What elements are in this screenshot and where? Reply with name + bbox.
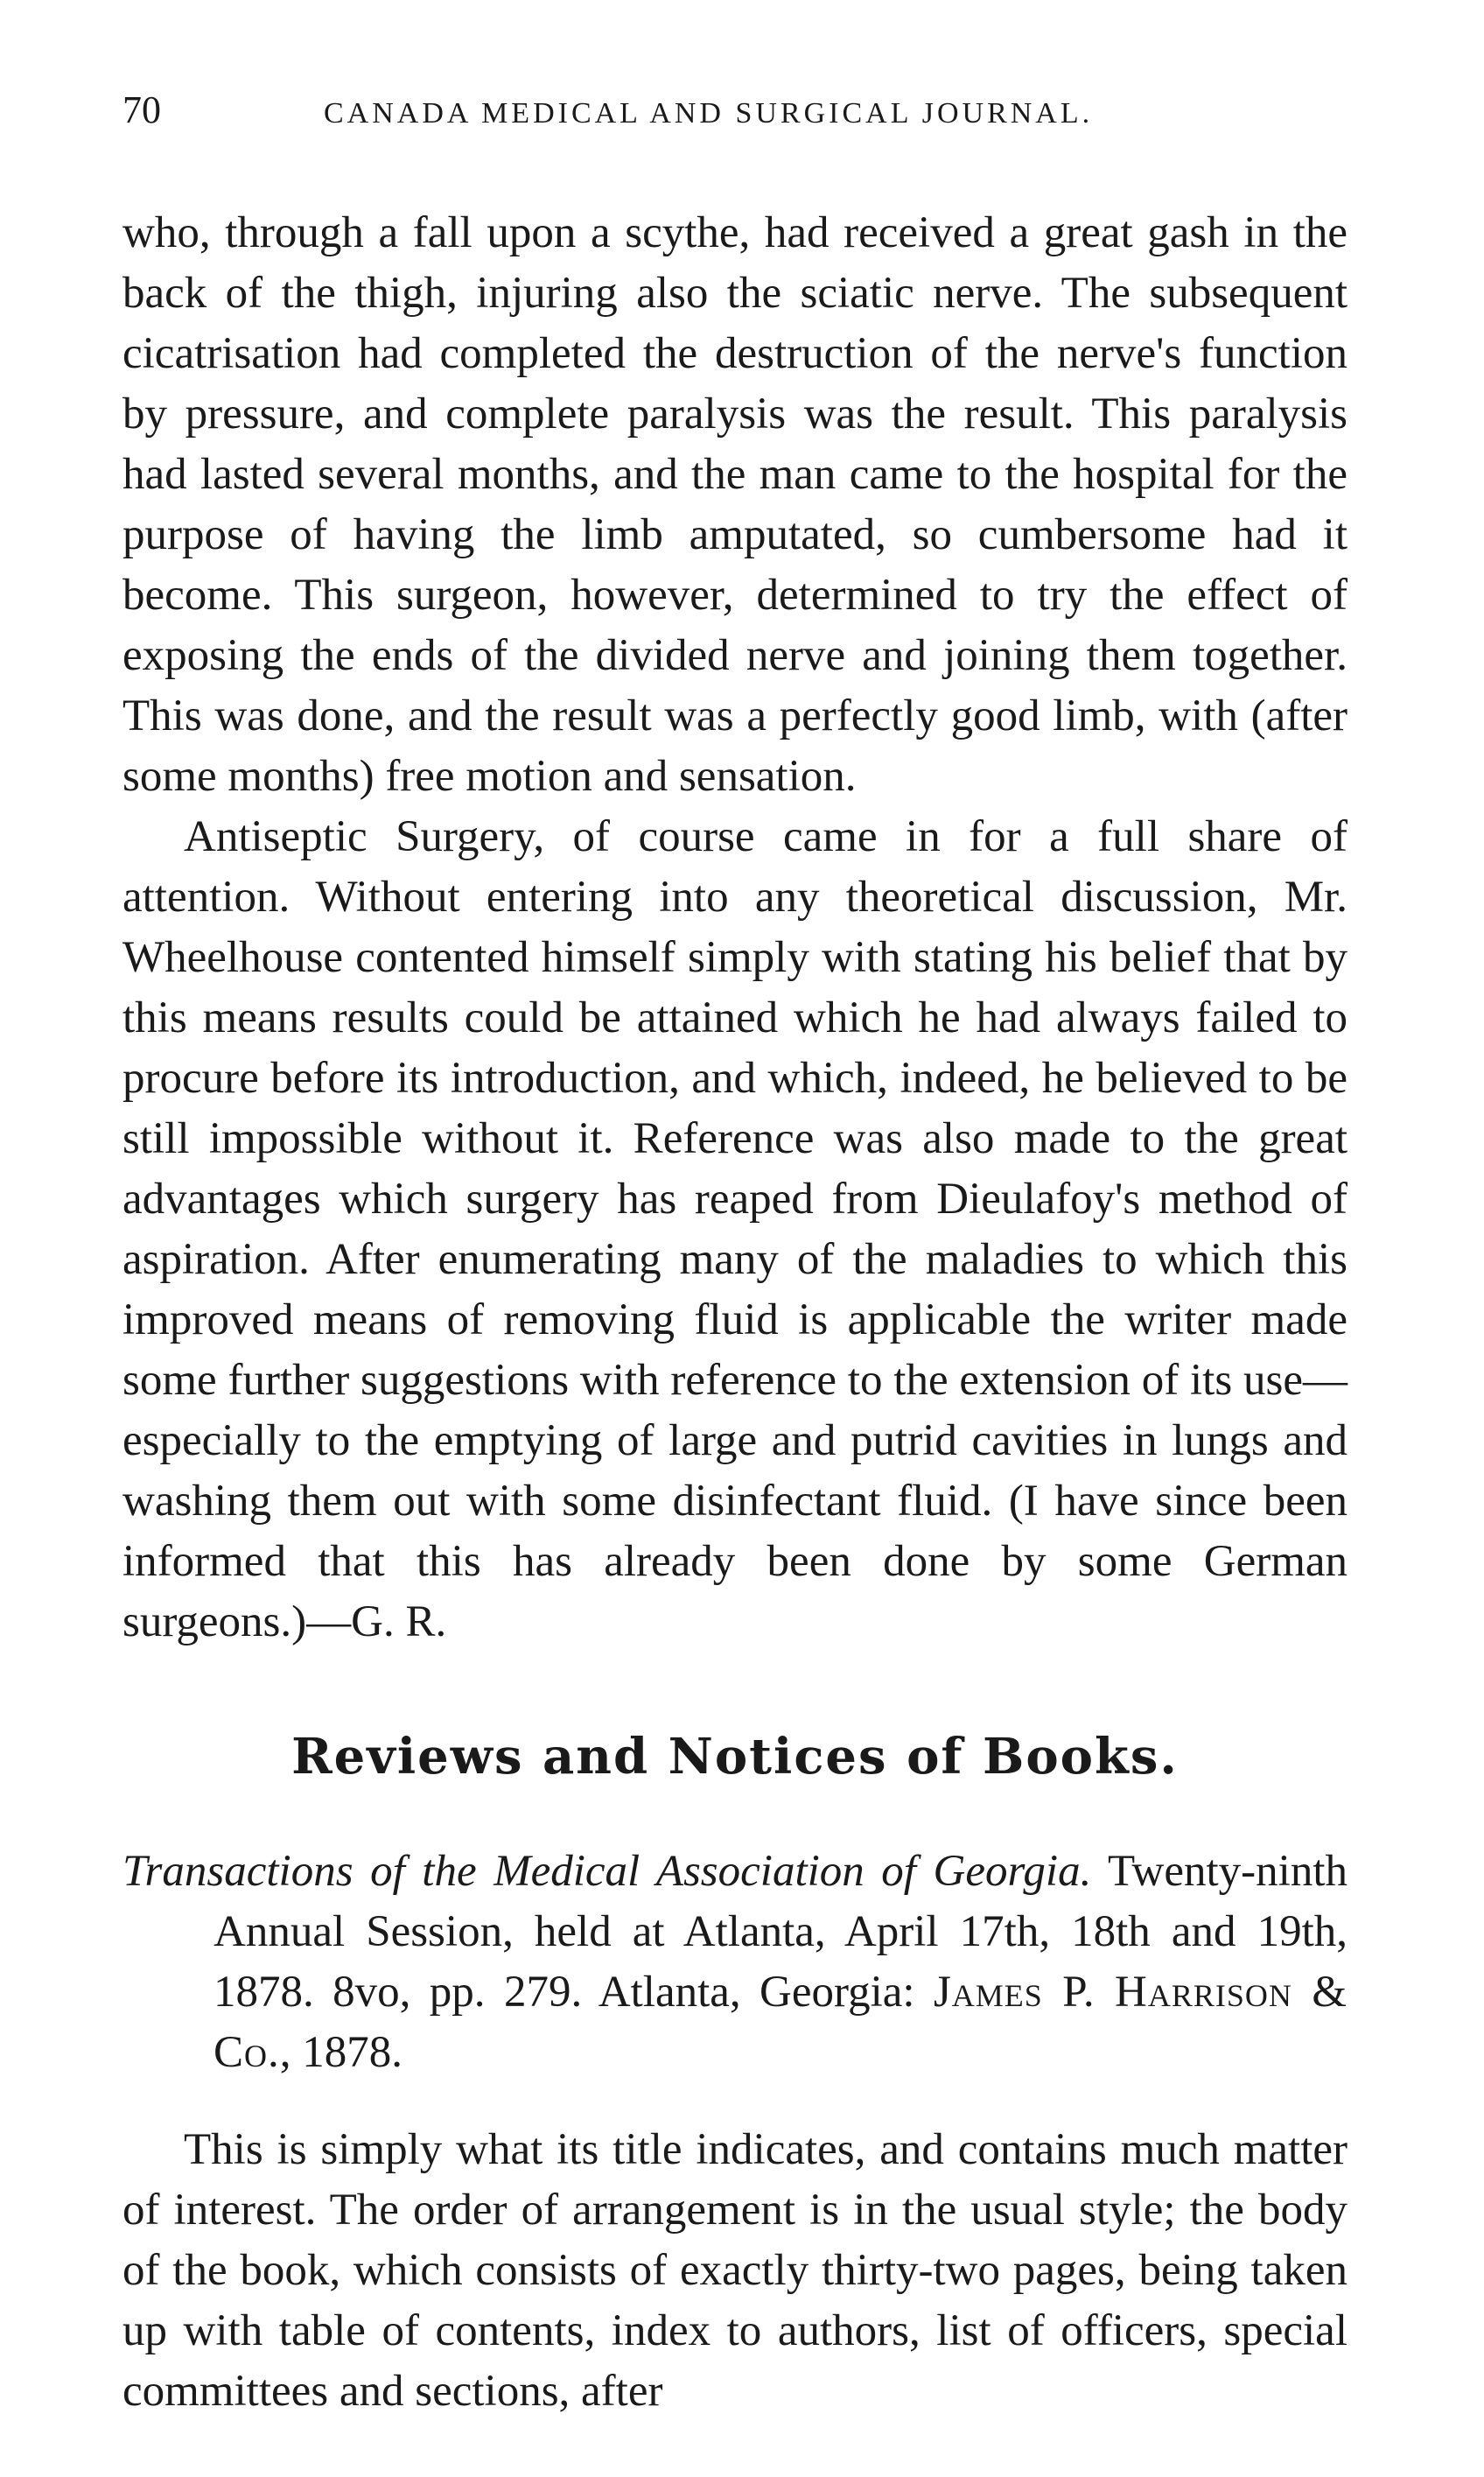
running-head xyxy=(122,88,1348,149)
body-paragraph-antiseptic-surgery: Antiseptic Surgery, of course came in for a full share of attention. Without entering into any theoretical discussion, Mr. Wheelhouse contented himself simply with stating his belief that by this means results could be attained which he had always failed to procure before its introduction, and which, indeed, he believed to be still impossible without it. Reference was also made to the great advantages which surgery has reaped from Dieulafoy's method of aspiration. After enumerating many of the maladies to which this improved means of removing fluid is applicable the writer made some further suggestions with reference to the extension of its use—especially to the emptying of large and putrid cavities in lungs and washing them out with some disinfectant fluid. (I have since been informed that this has already been done by some German surgeons.)—G. R. xyxy=(122,812,1348,1646)
review-book-title: Transactions of the Medical Association of Georgia. xyxy=(122,1847,1092,1896)
review-citation xyxy=(122,1842,1348,2083)
journal-title: CANADA MEDICAL AND SURGICAL JOURNAL. xyxy=(324,97,1094,130)
journal-page xyxy=(122,88,1348,2422)
review-book-year: , 1878. xyxy=(279,2028,403,2077)
review-paragraph: This is simply what its title indicates, and contains much matter of interest. The order of arrangement is in the usual style; the body of the book, which consists of exactly thirty-two pages, being taken up with table of contents, index to authors, list of officers, special committees and sections, after xyxy=(122,2125,1348,2416)
page-number: 70 xyxy=(122,88,161,131)
body-paragraph-continued: who, through a fall upon a scythe, had received a great gash in the back of the thigh, injuring also the sciatic nerve. The subsequent cicatrisation had completed the destruction of the nerve's function by pressure, and complete paralysis was the result. This paralysis had lasted several months, and the man came to the hospital for the purpose of having the limb amputated, so cumbersome had it become. This surgeon, however, determined to try the effect of exposing the ends of the divided nerve and joining them together. This was done, and the result was a perfectly good limb, with (after some months) free motion and sensation. xyxy=(122,208,1348,801)
section-heading-reviews: Reviews and Notices of Books. xyxy=(291,1728,1179,1786)
review-book-details: Twenty-ninth Annual Session, held at Atlanta, April 17th, 18th and 19th, 1878. 8vo, pp. 279. Atlanta, Georgia: xyxy=(214,1847,1348,2017)
review-book-publisher: James P. Harrison & Co. xyxy=(214,1968,1348,2077)
